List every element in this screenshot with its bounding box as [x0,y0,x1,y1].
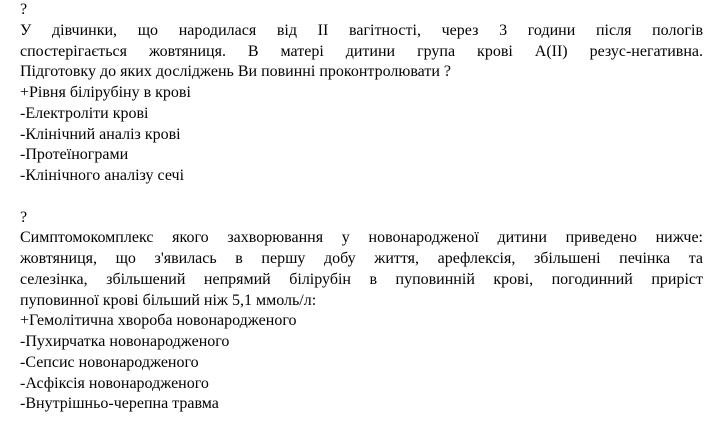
question-marker: ? [20,1,28,18]
question-stem-line: Підготовку до яких досліджень Ви повинні проконтролювати ? [20,63,451,81]
question-stem-line: Симптомокомплекс якого захворювання у новонародженої дитини приведено нижче: [20,229,703,247]
answer-option: -Протеїнограми [20,146,129,164]
question-block-2 [20,208,703,416]
answer-option-correct: +Гемолітична хвороба новонародженого [20,312,297,330]
answer-option: -Асфіксія новонародженого [20,374,209,392]
answer-option: -Сепсис новонародженого [20,353,199,371]
answer-option: -Клінічного аналізу сечі [20,167,185,184]
answer-option: -Клінічний аналіз крові [20,125,181,143]
question-stem-line: жовтяниця, що з'явилась в першу добу життя, арефлексія, збільшені печінка та [20,250,703,267]
blank-line [20,187,703,208]
question-marker: ? [20,208,28,226]
question-stem-line: пуповинної крові більший ніж 5,1 ммоль/л: [20,291,317,309]
question-block-1 [20,0,703,187]
answer-option: -Пухирчатка новонародженого [20,333,230,350]
question-stem-line: спостерігається жовтяниця. В матері дитини група крові А(II) резус-негативна. [20,42,703,60]
question-stem-line: У дівчинки, що народилася від II вагітності, через 3 години після пологів [20,21,703,39]
answer-option: -Електроліти крові [20,104,149,122]
answer-option: -Внутрішньо-черепна травма [20,395,219,413]
question-stem-line: селезінка, збільшений непрямий білірубін в пуповинній крові, погодинний приріст [20,270,703,288]
document-page [20,0,703,415]
answer-option-correct: +Рівня білірубіну в крові [20,84,191,101]
